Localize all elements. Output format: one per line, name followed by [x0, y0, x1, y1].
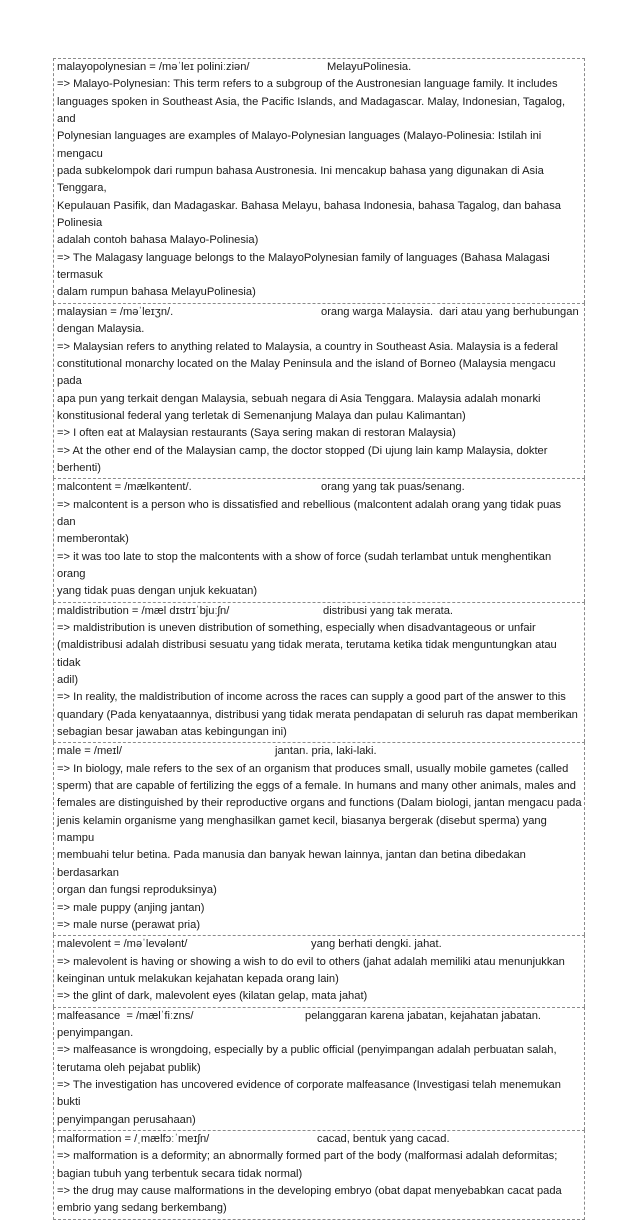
entry-header: [57, 59, 582, 76]
entry-text-line: terutama oleh pejabat publik): [57, 1061, 201, 1074]
headword-meaning: distribusi yang tak merata.: [323, 604, 454, 617]
example-line: => The Malagasy language belongs to the MalayoPolynesian family of languages (Bahasa Malagasi termasuk: [57, 251, 550, 282]
headword-pronunciation: male = /meɪl/: [57, 745, 122, 758]
entry-text-line: organ dan fungsi reproduksinya): [57, 884, 217, 897]
example-line: => I often eat at Malaysian restaurants (Saya sering makan di restoran Malaysia): [57, 427, 456, 440]
entry-text-line: bagian tubuh yang terbentuk secara tidak normal): [57, 1167, 303, 1180]
entry-text-line: pada subkelompok dari rumpun bahasa Austronesia. Ini mencakup bahasa yang digunakan di Asia Tenggara,: [57, 165, 544, 195]
example-line: => the glint of dark, malevolent eyes (kilatan gelap, mata jahat): [57, 990, 368, 1003]
entry-header: [57, 1008, 582, 1025]
entry-header: [57, 603, 582, 620]
example-line: => male nurse (perawat pria): [57, 918, 201, 931]
entry-text-line: sperm) that are capable of fertilizing the eggs of a female. In humans and many other animals, males and: [57, 780, 576, 793]
headword-pronunciation: malevolent = /məˈlevələnt/: [57, 938, 188, 951]
example-line: => malformation is a deformity; an abnormally formed part of the body (malformasi adalah deformitas;: [57, 1150, 558, 1163]
dictionary-entry: [53, 742, 585, 935]
entry-text-line: yang tidak puas dengan unjuk kekuatan): [57, 585, 258, 598]
entry-text-line: sebagian besar jawaban atas kebingungan ini): [57, 726, 287, 739]
dictionary-entry: [53, 303, 585, 478]
example-line: => it was too late to stop the malcontents with a show of force (sudah terlambat untuk menghentikan orang: [57, 550, 552, 580]
dictionary-entry: [53, 58, 585, 303]
entry-text-line: dengan Malaysia.: [57, 323, 145, 336]
entry-text-line: females are distinguished by their reproductive organs and functions (Dalam biologi, jantan mengacu pada: [57, 797, 582, 810]
entry-text-line: quandary (Pada kenyataannya, distribusi yang tidak merata pendapatan di seluruh ras dapat memberikan: [57, 708, 578, 721]
entry-header: [57, 304, 582, 321]
example-line: => In reality, the maldistribution of income across the races can supply a good part of the answer to this: [57, 691, 566, 704]
headword-pronunciation: malaysian = /məˈleɪʒn/.: [57, 305, 174, 318]
dictionary-entry: [53, 478, 585, 601]
headword-meaning: pelanggaran karena jabatan, kejahatan jabatan.: [305, 1009, 541, 1022]
entry-text-line: Kepulauan Pasifik, dan Madagaskar. Bahasa Melayu, bahasa Indonesia, bahasa Tagalog, dan bahasa Polinesia: [57, 199, 561, 230]
headword-pronunciation: malfeasance = /mælˈfiːzns/: [57, 1009, 194, 1022]
example-line: => malevolent is having or showing a wish to do evil to others (jahat adalah memiliki atau menunjukkan: [57, 955, 565, 968]
headword-pronunciation: malcontent = /mælkəntent/.: [57, 481, 192, 494]
headword-meaning: orang warga Malaysia. dari atau yang berhubungan: [321, 305, 579, 318]
example-line: => The investigation has uncovered evidence of corporate malfeasance (Investigasi telah menemukan bukti: [57, 1078, 561, 1109]
example-line: => Malayo-Polynesian: This term refers to a subgroup of the Austronesian language family. It includes: [57, 78, 558, 91]
example-line: => Malaysian refers to anything related to Malaysia, a country in Southeast Asia. Malaysia is a federal: [57, 340, 558, 353]
headword-meaning: yang berhati dengki. jahat.: [311, 938, 442, 951]
example-line: => In biology, male refers to the sex of an organism that produces small, usually mobile gametes (called: [57, 762, 569, 775]
entry-text-line: apa pun yang terkait dengan Malaysia, sebuah negara di Asia Tenggara. Malaysia adalah monarki: [57, 392, 541, 405]
dictionary-entry: [53, 602, 585, 743]
dictionary-entry: [53, 935, 585, 1006]
example-line: => male puppy (anjing jantan): [57, 901, 205, 914]
dictionary-document: [53, 58, 585, 1220]
dictionary-entry: [53, 1007, 585, 1130]
entry-text-line: (maldistribusi adalah distribusi sesuatu yang tidak merata, terutama ketika tidak menguntungkan atau tidak: [57, 639, 557, 669]
headword-pronunciation: malformation = /ˌmælfɔːˈmeɪʃn/: [57, 1132, 210, 1145]
entry-header: [57, 743, 582, 760]
entry-text-line: penyimpangan perusahaan): [57, 1113, 196, 1126]
example-line: => malfeasance is wrongdoing, especially by a public official (penyimpangan adalah perbuatan salah,: [57, 1044, 557, 1057]
entry-text-line: penyimpangan.: [57, 1026, 134, 1039]
entry-text-line: adil): [57, 674, 79, 687]
headword-meaning: MelayuPolinesia.: [327, 61, 412, 73]
entry-text-line: languages spoken in Southeast Asia, the Pacific Islands, and Madagascar. Malay, Indonesian, Tagalog, and: [57, 95, 566, 126]
dictionary-entry: [53, 1130, 585, 1220]
entry-text-line: konstitusional federal yang terletak di Semenanjung Malaya dan pulau Kalimantan): [57, 409, 466, 422]
entry-text-line: keinginan untuk melakukan kejahatan kepada orang lain): [57, 972, 339, 985]
entry-text-line: Polynesian languages are examples of Malayo-Polynesian languages (Malayo-Polinesia: Istilah ini mengacu: [57, 130, 542, 160]
example-line: => malcontent is a person who is dissatisfied and rebellious (malcontent adalah orang yang tidak puas dan: [57, 498, 562, 528]
entry-header: [57, 1131, 582, 1148]
entry-header: [57, 936, 582, 953]
entry-text-line: jenis kelamin organisme yang menghasilkan gamet kecil, biasanya bergerak (disebut sperma) yang mampu: [57, 814, 547, 845]
example-line: => At the other end of the Malaysian camp, the doctor stopped (Di ujung lain kamp Malaysia, dokter: [57, 444, 548, 457]
example-line: => maldistribution is uneven distribution of something, especially when disadvantageous or unfair: [57, 622, 536, 634]
entry-text-line: berhenti): [57, 461, 101, 474]
entry-text-line: adalah contoh bahasa Malayo-Polinesia): [57, 234, 259, 247]
example-line: => the drug may cause malformations in the developing embryo (obat dapat menyebabkan cacat pada: [57, 1185, 562, 1197]
entry-text-line: constitutional monarchy located on the Malay Peninsula and the island of Borneo (Malaysia mengacu pada: [57, 357, 556, 388]
entry-text-line: dalam rumpun bahasa MelayuPolinesia): [57, 286, 256, 299]
entry-header: [57, 479, 582, 496]
entry-text-line: memberontak): [57, 533, 129, 546]
headword-pronunciation: malayopolynesian = /məˈleɪ poliniːziən/: [57, 61, 250, 73]
headword-pronunciation: maldistribution = /mæl dɪstrɪˈbjuːʃn/: [57, 604, 230, 617]
entry-text-line: embrio yang sedang berkembang): [57, 1202, 227, 1215]
headword-meaning: orang yang tak puas/senang.: [321, 481, 465, 494]
entry-text-line: membuahi telur betina. Pada manusia dan banyak hewan lainnya, jantan dan betina dibedakan berdasarkan: [57, 849, 526, 879]
headword-meaning: jantan. pria, laki-laki.: [275, 745, 377, 758]
headword-meaning: cacad, bentuk yang cacad.: [317, 1132, 450, 1145]
